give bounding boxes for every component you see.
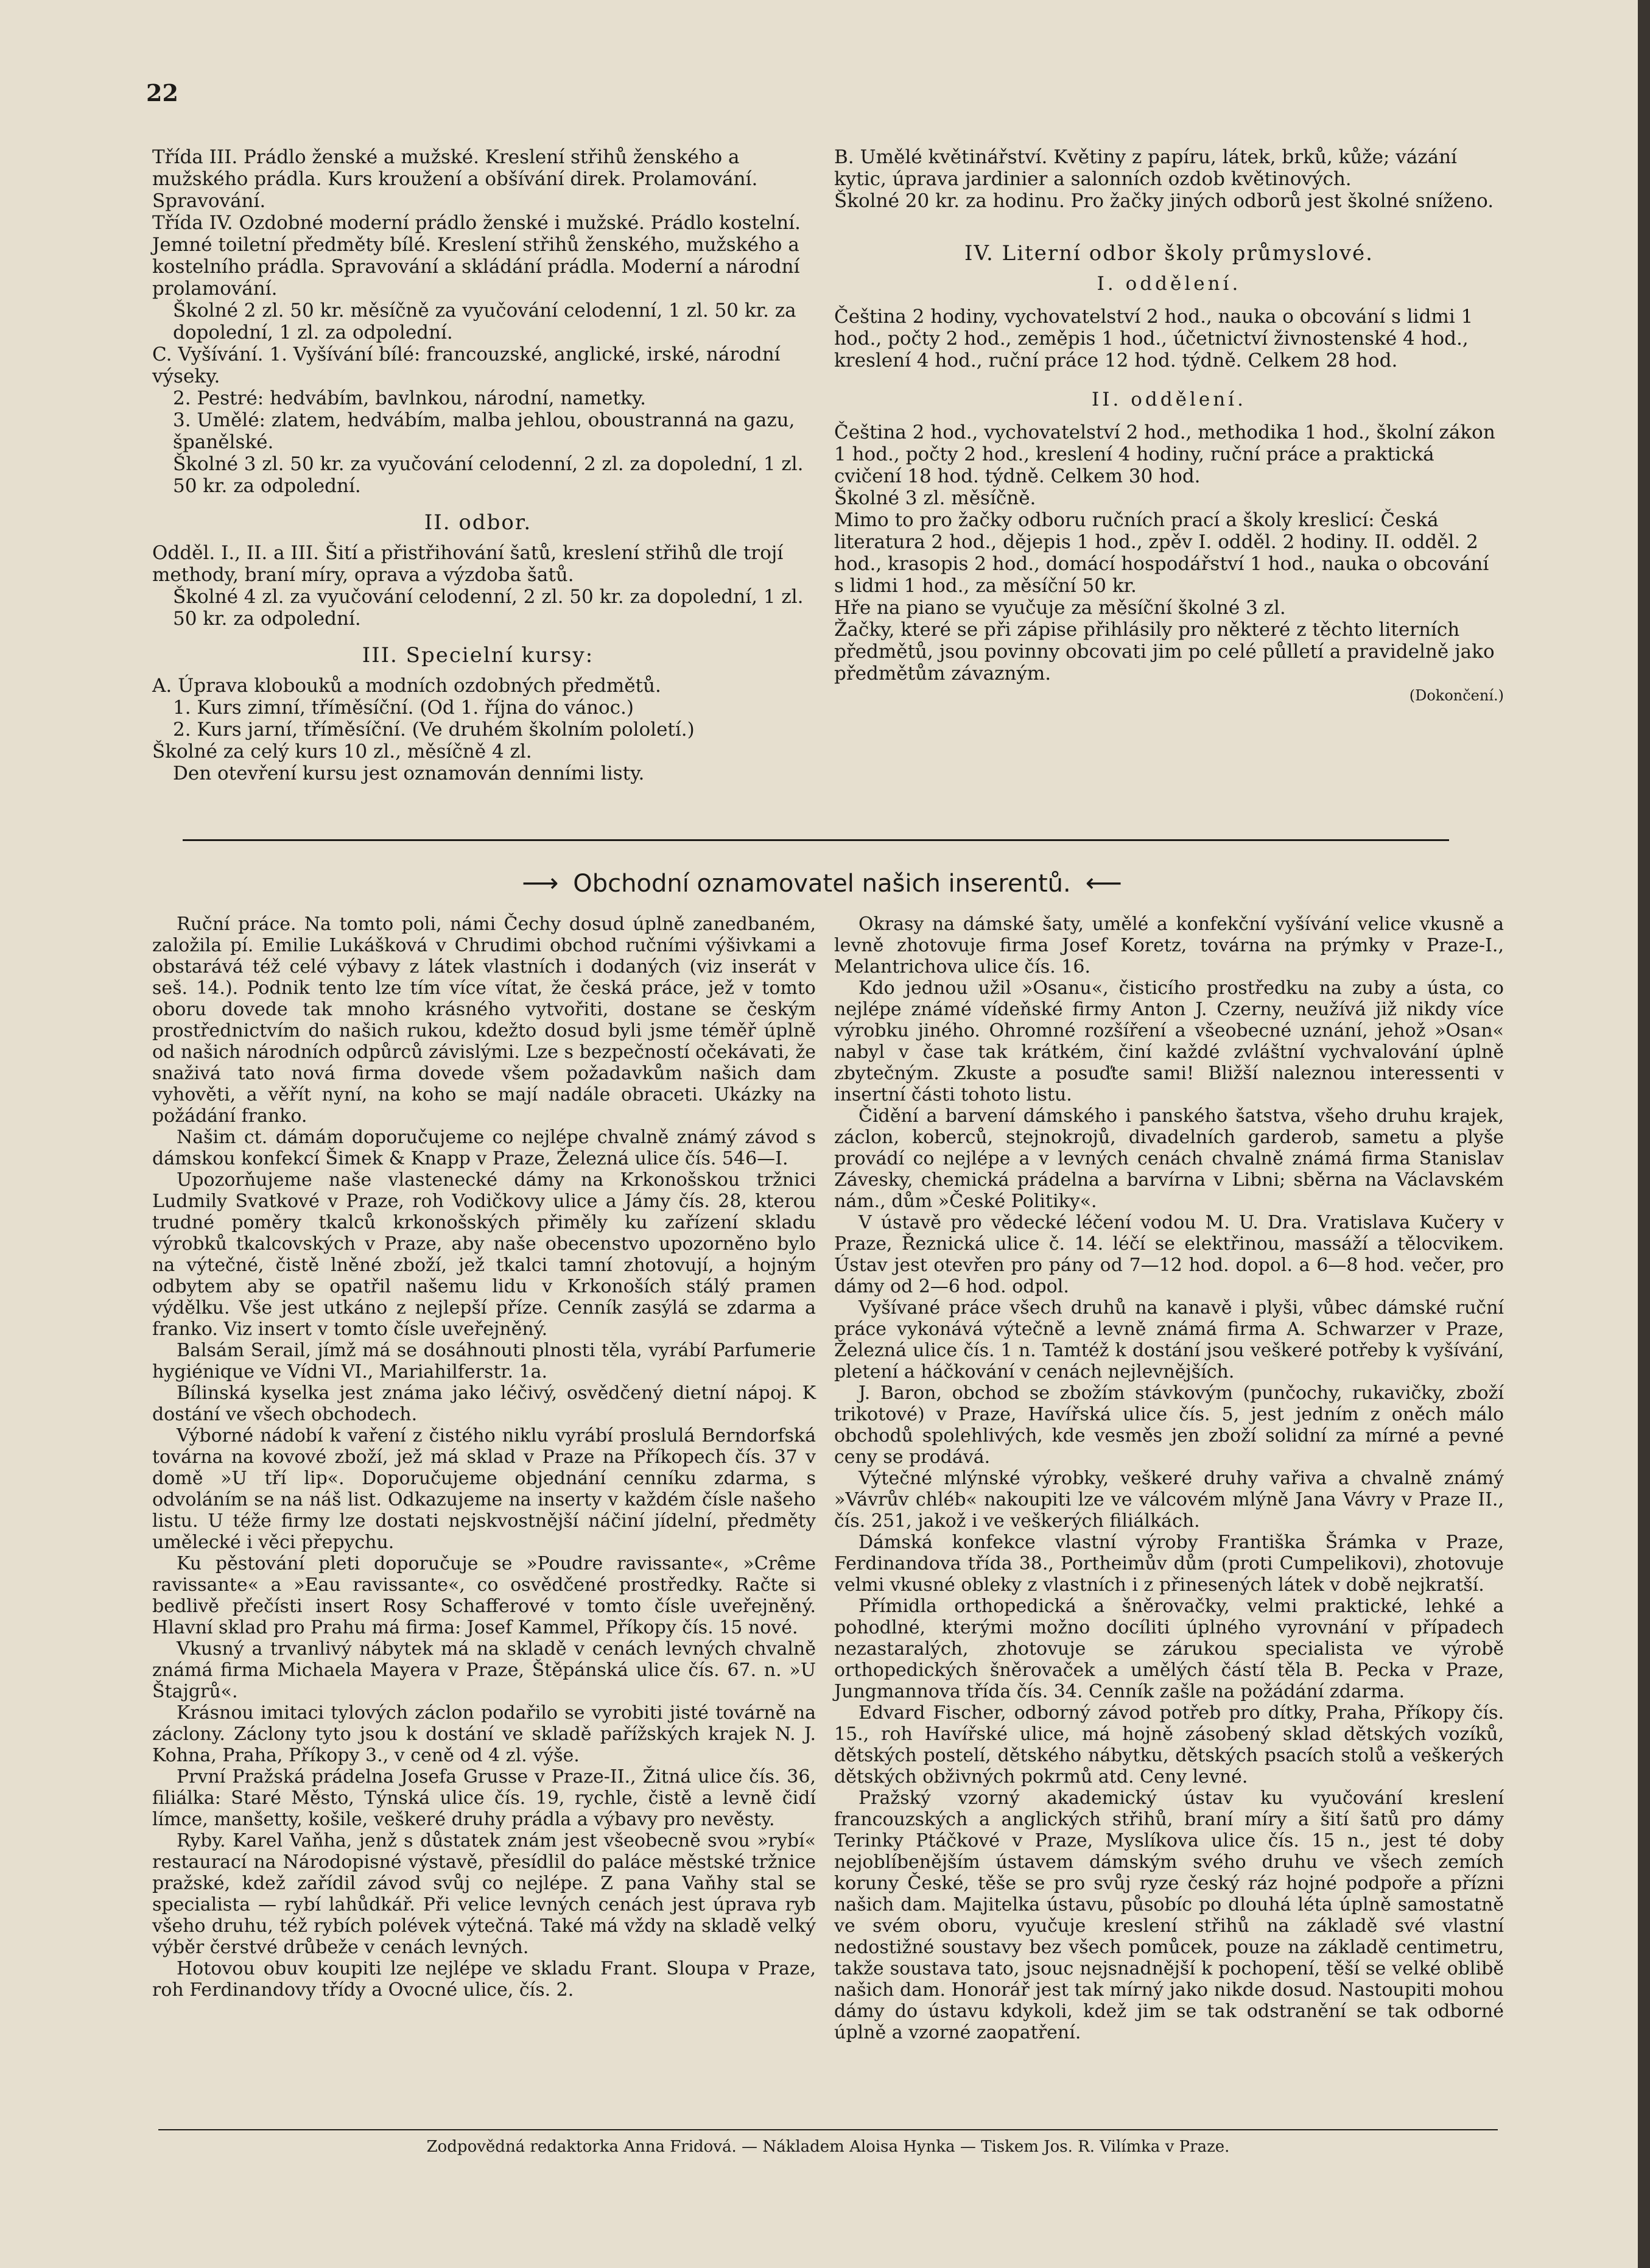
- paragraph: Školné 20 kr. za hodinu. Pro žačky jiných odborů jest školné sníženo.: [834, 190, 1494, 212]
- imprint-footer: Zodpovědná redaktorka Anna Fridová. — Nákladem Aloisa Hynka — Tiskem Jos. R. Vilímka v Praze.: [426, 2138, 1230, 2156]
- section-heading: II. odbor.: [424, 510, 532, 535]
- advert-paragraph: Dámská konfekce vlastní výroby Františka Šrámka v Praze, Ferdinandova třída 38., Portheimův dům (proti Cumpelikovi), zhotovuje velmi vkusné obleky z vlastních i z přinesených látek v době nejkratší.: [834, 1532, 1504, 1596]
- subsection-heading: I. oddělení.: [1097, 273, 1241, 295]
- paragraph: B. Umělé květinářství. Květiny z papíru, látek, brků, kůže; vázání kytic, úprava jardinier a salonních ozdob květinových.: [834, 146, 1457, 190]
- advert-paragraph: Čidění a barvení dámského i panského šatstva, všeho druhu krajek, záclon, koberců, stejnokrojů, divadelních garderob, sametu a plyše provádí co nejlépe a v levných cenách chvalně známá firma Stanislav Závesky, chemická prádelna a barvírna v Libni; sběrna na Václavském nám., dům »České Politiky«.: [834, 1105, 1504, 1212]
- advert-paragraph: Přímidla orthopedická a šněrovačky, velmi praktické, lehké a pohodlné, kterými možno docíliti úplného vyrovnání v případech nezastaralých, zhotovuje se zárukou specialista ve výrobě orthopedických šněrovaček a umělých částí těla B. Pecka v Praze, Jungmannova třída čís. 34. Cenník zašle na požádání zdarma.: [834, 1596, 1504, 1702]
- paragraph: Mimo to pro žačky odboru ručních prací a školy kreslicí: Česká literatura 2 hod., dějepis 1 hod., zpěv I. odděl. 2 hodiny. II. odděl. 2 hod., krasopis 2 hod., domácí hospodářství 1 hod., nauka o obcování s lidmi 1 hod., za měsíční 50 kr.: [834, 509, 1489, 597]
- paragraph: Školné 2 zl. 50 kr. měsíčně za vyučování celodenní, 1 zl. 50 kr. za dopolední, 1 zl. za odpolední.: [173, 300, 796, 343]
- advert-paragraph: Ruční práce. Na tomto poli, námi Čechy dosud úplně zanedbaném, založila pí. Emilie Lukášková v Chrudimi obchod ručními výšivkami a obstarává též celé výbavy z látek vlastních i dodaných (viz inserát v seš. 14.). Podnik tento lze tím více vítat, že česká práce, jež v tomto oboru dovede tak mnoho krásného vytvořiti, dostane se českým prostřednictvím do našich rukou, kdežto dosud byli jsme téměř úplně od našich národních odpůrců závislými. Lze s bezpečností očekávati, že snaživá tato nová firma dovede všem požadavkům našich dam vyhověti, a věřít nyní, na koho se mají nadále obraceti. Ukázky na požádání franko.: [152, 914, 816, 1127]
- paragraph: Čeština 2 hodiny, vychovatelství 2 hod., nauka o obcování s lidmi 1 hod., počty 2 hod., zeměpis 1 hod., účetnictví živnostenské 4 hod., kreslení 4 hod., ruční práce 12 hod. týdně. Celkem 28 hod.: [834, 306, 1473, 372]
- section-title-text: Obchodní oznamovatel našich inserentů.: [573, 870, 1071, 898]
- section-divider: [183, 839, 1449, 841]
- advert-paragraph: Vyšívané práce všech druhů na kanavě i plyši, vůbec dámské ruční práce vykonává výtečně a levně známá firma A. Schwarzer v Praze, Železná ulice čís. 1 n. Tamtéž k dostání jsou veškeré potřeby k vyšívání, pletení a háčkování v cenách nejlevnějších.: [834, 1297, 1504, 1382]
- section-heading: IV. Literní odbor školy průmyslové.: [964, 241, 1374, 266]
- scan-edge: [1638, 0, 1650, 2268]
- section-title: [487, 868, 1157, 898]
- bottom-right-column: [834, 914, 1504, 2043]
- bottom-left-column: [152, 914, 816, 2001]
- paragraph: Školné za celý kurs 10 zl., měsíčně 4 zl.: [152, 741, 532, 762]
- paragraph: Žačky, které se při zápise přihlásily pro některé z těchto literních předmětů, jsou povinny obcovati jim po celé půlletí a pravidelně jako předmětům závazným.: [834, 619, 1495, 685]
- footer-rule: [158, 2129, 1498, 2130]
- page-number: 22: [146, 79, 178, 107]
- advert-paragraph: Ku pěstování pleti doporučuje se »Poudre ravissante«, »Crême ravissante« a »Eau ravissante«, co osvědčené prostředky. Račte si bedlivě přečísti insert Rosy Schafferové v tomto čísle uveřejněný. Hlavní sklad pro Prahu má firma: Josef Kammel, Příkopy čís. 15 nové.: [152, 1553, 816, 1638]
- paragraph: Čeština 2 hod., vychovatelství 2 hod., methodika 1 hod., školní zákon 1 hod., počty 2 hod., kreslení 4 hodiny, ruční práce a praktická cvičení 18 hod. týdně. Celkem 30 hod.: [834, 421, 1495, 487]
- advert-paragraph: Bílinská kyselka jest známa jako léčivý, osvědčený dietní nápoj. K dostání ve všech obchodech.: [152, 1382, 816, 1425]
- advert-paragraph: V ústavě pro vědecké léčení vodou M. U. Dra. Vratislava Kučery v Praze, Řeznická ulice č. 14. léčí se elektřinou, massáží a tělocvikem. Ústav jest otevřen pro pány od 7—12 hod. dopol. a 6—8 hod. večer, pro dámy od 2—6 hod. odpol.: [834, 1212, 1504, 1297]
- advert-paragraph: Ryby. Karel Vaňha, jenž s důstatek znám jest všeobecně svou »rybí« restaurací na Národopisné výstavě, přesídlil do paláce městské tržnice pražské, kdež zařídil závod svůj co nejlépe. Z pana Vaňhy stal se specialista — rybí lahůdkář. Při velice levných cenách jest úprava ryb všeho druhu, též rybích polévek výtečná. Také má vždy na skladě velký výběr čerstvé drůbeže v cenách levných.: [152, 1830, 816, 1958]
- advert-paragraph: Upozorňujeme naše vlastenecké dámy na Krkonošskou tržnici Ludmily Svatkové v Praze, roh Vodičkovy ulice a Jámy čís. 28, kterou trudné poměry tkalců krkonošských přiměly ku zařízení skladu výrobků tkalcovských v Praze, aby naše obecenstvo upozorněno bylo na výtečné, čistě lněné zboží, jež tkalci tamní zhotovují, a hojným odbytem aby se opatřil našemu lidu v Krkonoších stálý pramen výdělku. Vše jest utkáno z nejlepší příze. Cenník zasýlá se zdarma a franko. Viz insert v tomto čísle uveřejněný.: [152, 1169, 816, 1340]
- flourish-left-icon: ⟶: [522, 868, 559, 898]
- advert-paragraph: První Pražská prádelna Josefa Grusse v Praze-II., Žitná ulice čís. 36, filiálka: Staré Město, Týnská ulice čís. 19, rychle, čistě a levně čidí límce, manšetty, košile, veškeré druhy prádla a výbavy pro nevěsty.: [152, 1766, 816, 1830]
- section-heading: III. Specielní kursy:: [362, 643, 594, 667]
- advert-paragraph: Našim ct. dámám doporučujeme co nejlépe chvalně známý závod s dámskou konfekcí Šimek & Knapp v Praze, Železná ulice čís. 546—I.: [152, 1127, 816, 1169]
- paragraph: Odděl. I., II. a III. Šití a přistřihování šatů, kreslení střihů dle trojí methody, braní míry, oprava a výzdoba šatů.: [152, 542, 784, 586]
- paragraph: 2. Kurs jarní, tříměsíční. (Ve druhém školním pololetí.): [173, 719, 695, 741]
- paragraph: Školné 4 zl. za vyučování celodenní, 2 zl. 50 kr. za dopolední, 1 zl. 50 kr. za odpolední.: [173, 586, 804, 630]
- advert-paragraph: Výborné nádobí k vaření z čistého niklu vyrábí proslulá Berndorfská továrna na kovové zboží, jež má sklad v Praze na Příkopech čís. 37 v domě »U tří lip«. Doporučujeme objednání cenníku zdarma, s odvoláním se na náš list. Odkazujeme na inserty v každém čísle našeho listu. U téže firmy lze dostati nejskvostnější náčiní jídelní, předměty umělecké i věci přepychu.: [152, 1425, 816, 1553]
- paragraph: Školné 3 zl. 50 kr. za vyučování celodenní, 2 zl. za dopolední, 1 zl. 50 kr. za odpolední.: [173, 453, 804, 497]
- flourish-right-icon: ⟵: [1085, 868, 1122, 898]
- advert-paragraph: Kdo jednou užil »Osanu«, čisticího prostředku na zuby a ústa, co nejlépe známé vídeňské firmy Anton J. Czerny, neužívá již nikdy více výrobku jiného. Ohromné rozšíření a všeobecné uznání, jehož »Osan« nabyl v čase tak krátkém, činí každé zvláštní vychvalování úplně zbytečným. Zkuste a posuďte sami! Bližší naleznou interessenti v insertní části tohoto listu.: [834, 977, 1504, 1105]
- advert-paragraph: Pražský vzorný akademický ústav ku vyučování kreslení francouzských a anglických střihů, braní míry a šití šatů pro dámy Terinky Ptáčkové v Praze, Myslíkova ulice čís. 15 n., jest té doby nejoblíbenějším ústavem dámským svého druhu ve všech zemích koruny České, těše se pro svůj ryze český ráz hojné podpoře a přízni našich dam. Majitelka ústavu, působíc po dlouhá léta úplně samostatně ve svém oboru, vyučuje kreslení střihů na základě své vlastní nedostižné soustavy bez všech pomůcek, pouze na základě centimetru, takže soustava tato, jsouc nejsnadnější k pochopení, těší se velké oblibě našich dam. Honorář jest tak mírný jako nikde dosud. Nastoupiti mohou dámy do ústavu kdykoli, kdež jim se tak odstranění se tak odborné úplně a vzorné zaopatření.: [834, 1787, 1504, 2043]
- advert-paragraph: Edvard Fischer, odborný závod potřeb pro dítky, Praha, Příkopy čís. 15., roh Havířské ulice, má hojně zásobený sklad dětských vozíků, dětských postelí, dětského nábytku, dětských psacích stolů a veškerých dětských obživných pokrmů atd. Ceny levné.: [834, 1702, 1504, 1787]
- advert-paragraph: J. Baron, obchod se zbožím stávkovým (punčochy, rukavičky, zboží trikotové) v Praze, Havířská ulice čís. 5, jest jedním z oněch málo obchodů spolehlivých, kde vesměs jen zboží solidní za mírné a pevné ceny se prodává.: [834, 1382, 1504, 1468]
- paragraph: 3. Umělé: zlatem, hedvábím, malba jehlou, oboustranná na gazu, španělské.: [173, 409, 795, 453]
- advert-paragraph: Výtečné mlýnské výrobky, veškeré druhy vařiva a chvalně známý »Vávrův chléb« nakoupiti lze ve válcovém mlýně Jana Vávry v Praze II., čís. 251, jakož i ve veškerých filiálkách.: [834, 1468, 1504, 1532]
- advert-paragraph: Krásnou imitaci tylových záclon podařilo se vyrobiti jisté továrně na záclony. Záclony tyto jsou k dostání ve skladě pařížských krajek N. J. Kohna, Praha, Příkopy 3., v ceně od 4 zl. výše.: [152, 1702, 816, 1766]
- advert-paragraph: Vkusný a trvanlivý nábytek má na skladě v cenách levných chvalně známá firma Michaela Mayera v Praze, Štěpánská ulice čís. 67. n. »U Štajgrů«.: [152, 1638, 816, 1702]
- top-left-column: [152, 146, 804, 784]
- paragraph: 1. Kurs zimní, tříměsíční. (Od 1. října do vánoc.): [173, 697, 634, 719]
- paragraph: Třída IV. Ozdobné moderní prádlo ženské i mužské. Prádlo kostelní. Jemné toiletní předměty bílé. Kreslení střihů ženského, mužského a kostelního prádla. Spravování a skládání prádla. Moderní a národní prolamování.: [152, 212, 801, 300]
- paragraph: Třída III. Prádlo ženské a mužské. Kreslení střihů ženského a mužského prádla. Kurs kroužení a obšívání direk. Prolamování. Spravování.: [152, 146, 758, 212]
- continued-note: (Dokončení.): [1409, 687, 1504, 704]
- paragraph: 2. Pestré: hedvábím, bavlnkou, národní, nametky.: [173, 387, 646, 409]
- paragraph: Školné 3 zl. měsíčně.: [834, 487, 1036, 509]
- advert-paragraph: Okrasy na dámské šaty, umělé a konfekční vyšívání velice vkusně a levně zhotovuje firma Josef Koretz, továrna na prýmky v Praze-I., Melantrichova ulice čís. 16.: [834, 914, 1504, 977]
- advert-paragraph: Balsám Serail, jímž má se dosáhnouti plnosti těla, vyrábí Parfumerie hygiénique ve Vídni VI., Mariahilferstr. 1a.: [152, 1340, 816, 1382]
- paragraph: A. Úprava klobouků a modních ozdobných předmětů.: [152, 675, 661, 697]
- paragraph: Den otevření kursu jest oznamován denními listy.: [173, 762, 645, 784]
- paragraph: Hře na piano se vyučuje za měsíční školné 3 zl.: [834, 597, 1286, 619]
- top-right-column: [834, 146, 1504, 706]
- subsection-heading: II. oddělení.: [1092, 389, 1246, 410]
- advert-paragraph: Hotovou obuv koupiti lze nejlépe ve skladu Frant. Sloupa v Praze, roh Ferdinandovy třídy a Ovocné ulice, čís. 2.: [152, 1958, 816, 2001]
- paragraph: C. Vyšívání. 1. Vyšívání bílé: francouzské, anglické, irské, národní výseky.: [152, 343, 781, 387]
